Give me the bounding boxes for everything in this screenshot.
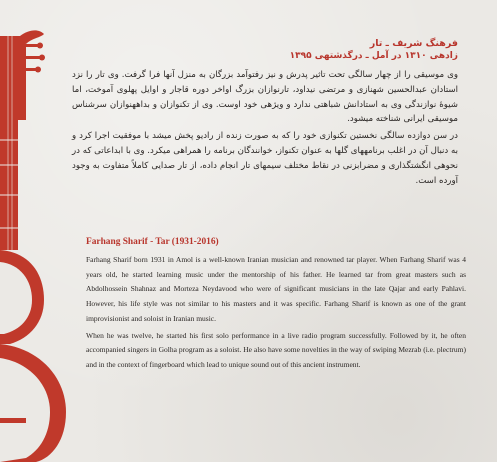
- english-paragraph-2: When he was twelve, he started his first solo performance in a live radio program successfully. Followed by it, he often accompanied singers in Golha program as a soloist. He also have some novelties in the way of swiping Mezrab (i.e. plectrum) and in the context of fingerboard which lead to unique sound out of this ancient instrument.: [86, 330, 466, 369]
- english-paragraph-1: Farhang Sharif born 1931 in Amol is a well-known Iranian musician and renowned tar player. When Farhang Sharif was 4 years old, he started learning music under the mentorship of his father. He learned tar from great masters such as Abdolhossein Shahnaz and Morteza Neydavood who were of significant musicians in the late Qajar and early Pahlavi. However, his life style was not similar to his masters and it was specific. Farhang Sharif is known as one of the grant improvisionist and soloist in Iranian music.: [86, 255, 466, 323]
- persian-biography: [72, 38, 458, 188]
- persian-paragraph-1: وی موسیقی را از چهار سالگی تحت تاثیر پدرش و نیز رفتوآمد بزرگان به منزل آنها فرا گرفت. وی تار را نزد استادان عبدالحسین شهنازی و مرتضی نیداود، تارنوازان بزرگ اواخر دوره قاجار و اوایل پهلوی آموخت، اما شیوهٔ نوازندگی وی به استادانش شباهتی ندارد و ویژهی خود اوست. وی از تکنوازان و بداههنوازان سرشناس موسیقی ایرانی شناخته میشود.: [72, 70, 458, 125]
- english-title: Farhang Sharif - Tar (1931-2016): [86, 237, 219, 247]
- persian-paragraph-2: در سن دوازده سالگی نخستین تکنوازی خود را که به صورت زنده از رادیو پخش میشد با موفقیت اجرا کرد و به دنبال آن در اغلب برنامههای گلها به عنوان تکنواز، خوانندگان برنامه را همراهی میکرد. وی با ابداعاتی که در نحوهی انگشتگذاری و مضرابزنی در نقاط مختلف سیمهای تار انجام داده، از تار صدایی کاملاً متفاوت به وجود آورده است.: [72, 131, 458, 186]
- persian-subtitle: زادهی ۱۳۱۰ در آمل ـ درگذشتهی ۱۳۹۵: [289, 51, 458, 61]
- persian-title: فرهنگ شریف ـ تار: [369, 38, 458, 49]
- english-biography: [86, 236, 466, 373]
